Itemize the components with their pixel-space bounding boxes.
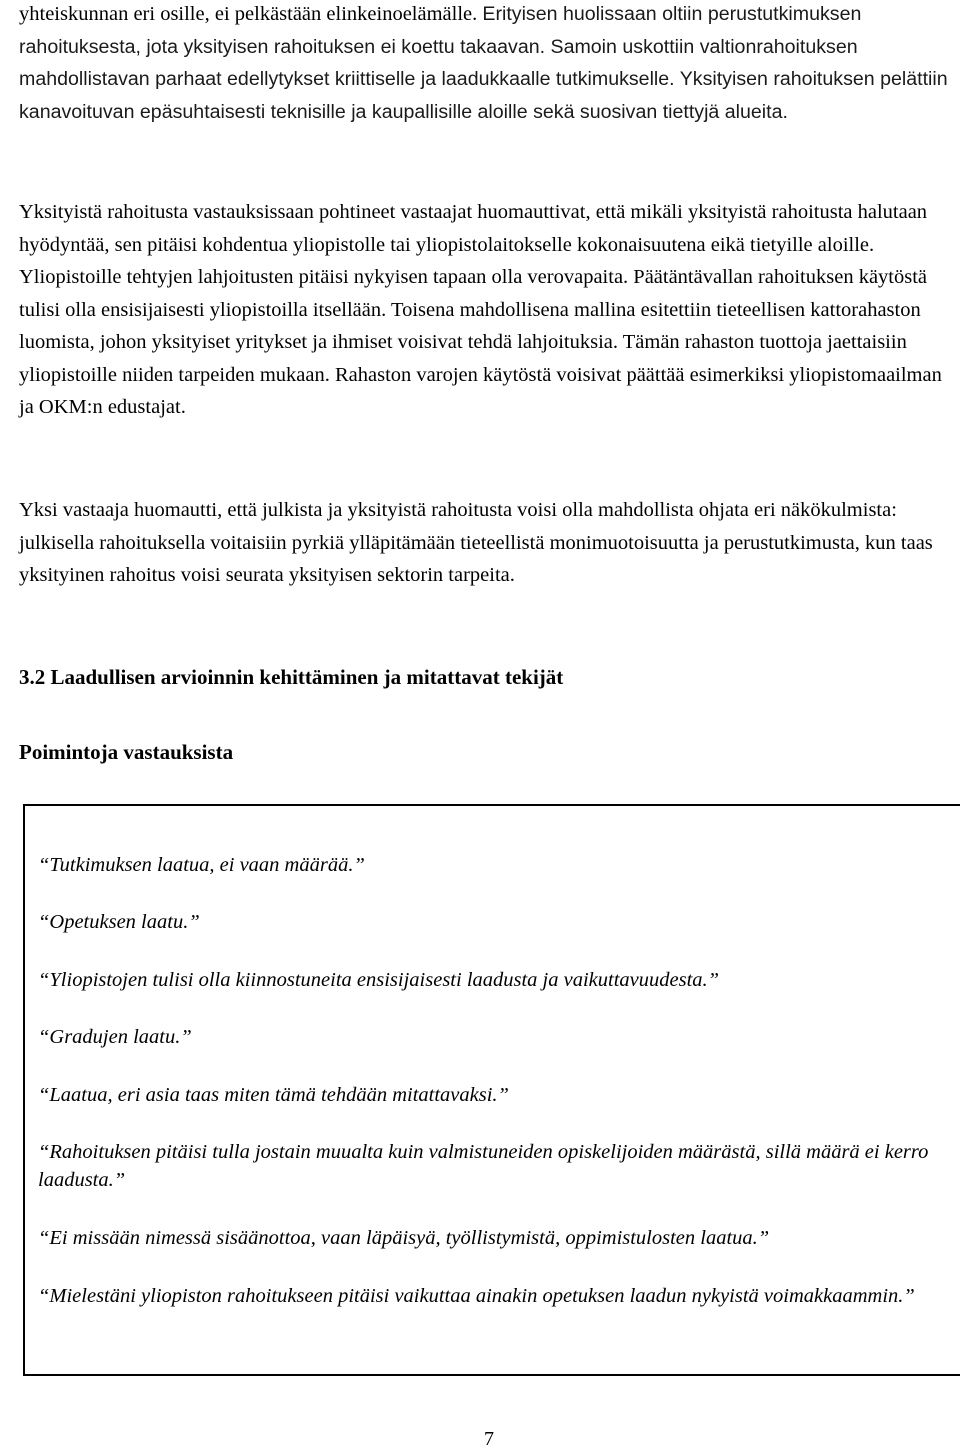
section-heading: 3.2 Laadullisen arvioinnin kehittäminen ja mitattavat tekijät [19, 665, 564, 689]
quote-item: “Laatua, eri asia taas miten tämä tehdään mitattavaksi.” [38, 1084, 509, 1106]
paragraph-segment-sans: Erityisen huolissaan oltiin perustutkimuksen rahoituksesta, jota yksityisen rahoituksen ei koettu takaavan. Samoin uskottiin valtionrahoituksen mahdollistavan parhaat edellytykset kriittiselle ja laadukkaalle tutkimukselle. Yksityisen rahoituksen pelättiin kanavoituvan epäsuhtaisesti teknisille ja kaupallisille aloille sekä suosivan tiettyjä alueita. [19, 3, 948, 123]
quote-item: “Yliopistojen tulisi olla kiinnostuneita ensisijaisesti laadusta ja vaikuttavuudesta.” [38, 969, 720, 991]
quote-item: “Rahoituksen pitäisi tulla jostain muualta kuin valmistuneiden opiskelijoiden määrästä, sillä määrä ei kerro laadusta.” [38, 1141, 929, 1191]
sub-heading: Poimintoja vastauksista [19, 740, 234, 764]
quote-item: “Mielestäni yliopiston rahoitukseen pitäisi vaikuttaa ainakin opetuksen laadun nykyistä voimakkaammin.” [38, 1285, 915, 1307]
paragraph-segment-serif: yhteiskunnan eri osille, ei pelkästään elinkeinoelämälle. [19, 3, 483, 25]
quote-item: “Gradujen laatu.” [38, 1026, 192, 1048]
paragraph-private-funding: Yksityistä rahoitusta vastauksissaan pohtineet vastaajat huomauttivat, että mikäli yksityistä rahoitusta halutaan hyödyntää, sen pitäisi kohdentua yliopistolle tai yliopistolaitokselle kokonaisuutena eikä tietyille aloille. Yliopistoille tehtyjen lahjoitusten pitäisi nykyisen tapaan olla verovapaita. Päätäntävallan rahoituksen käytöstä tulisi olla ensisijaisesti yliopistoilla itsellään. Toisena mahdollisena mallina esitettiin tieteellisen kattorahaston luomista, johon yksityiset yritykset ja ihmiset voisivat tehdä lahjoituksia. Tämän rahaston tuottoja jaettaisiin yliopistoille niiden tarpeiden mukaan. Rahaston varojen käytöstä voisivat päättää esimerkiksi yliopistomaailman ja OKM:n edustajat. [19, 201, 942, 418]
quotes-box [23, 804, 960, 1376]
paragraph-public-private: Yksi vastaaja huomautti, että julkista ja yksityistä rahoitusta voisi olla mahdollista ohjata eri näkökulmista: julkisella rahoituksella voitaisiin pyrkiä ylläpitämään tieteellistä monimuotoisuutta ja perustutkimusta, kun taas yksityinen rahoitus voisi seurata yksityisen sektorin tarpeita. [19, 499, 933, 586]
quote-item: “Tutkimuksen laatua, ei vaan määrää.” [38, 854, 365, 876]
quote-item: “Ei missään nimessä sisäänottoa, vaan läpäisyä, työllistymistä, oppimistulosten laatua.” [38, 1227, 770, 1249]
quote-item: “Opetuksen laatu.” [38, 911, 200, 933]
page-number: 7 [484, 1428, 494, 1450]
paragraph-funding-concerns [19, 0, 949, 128]
